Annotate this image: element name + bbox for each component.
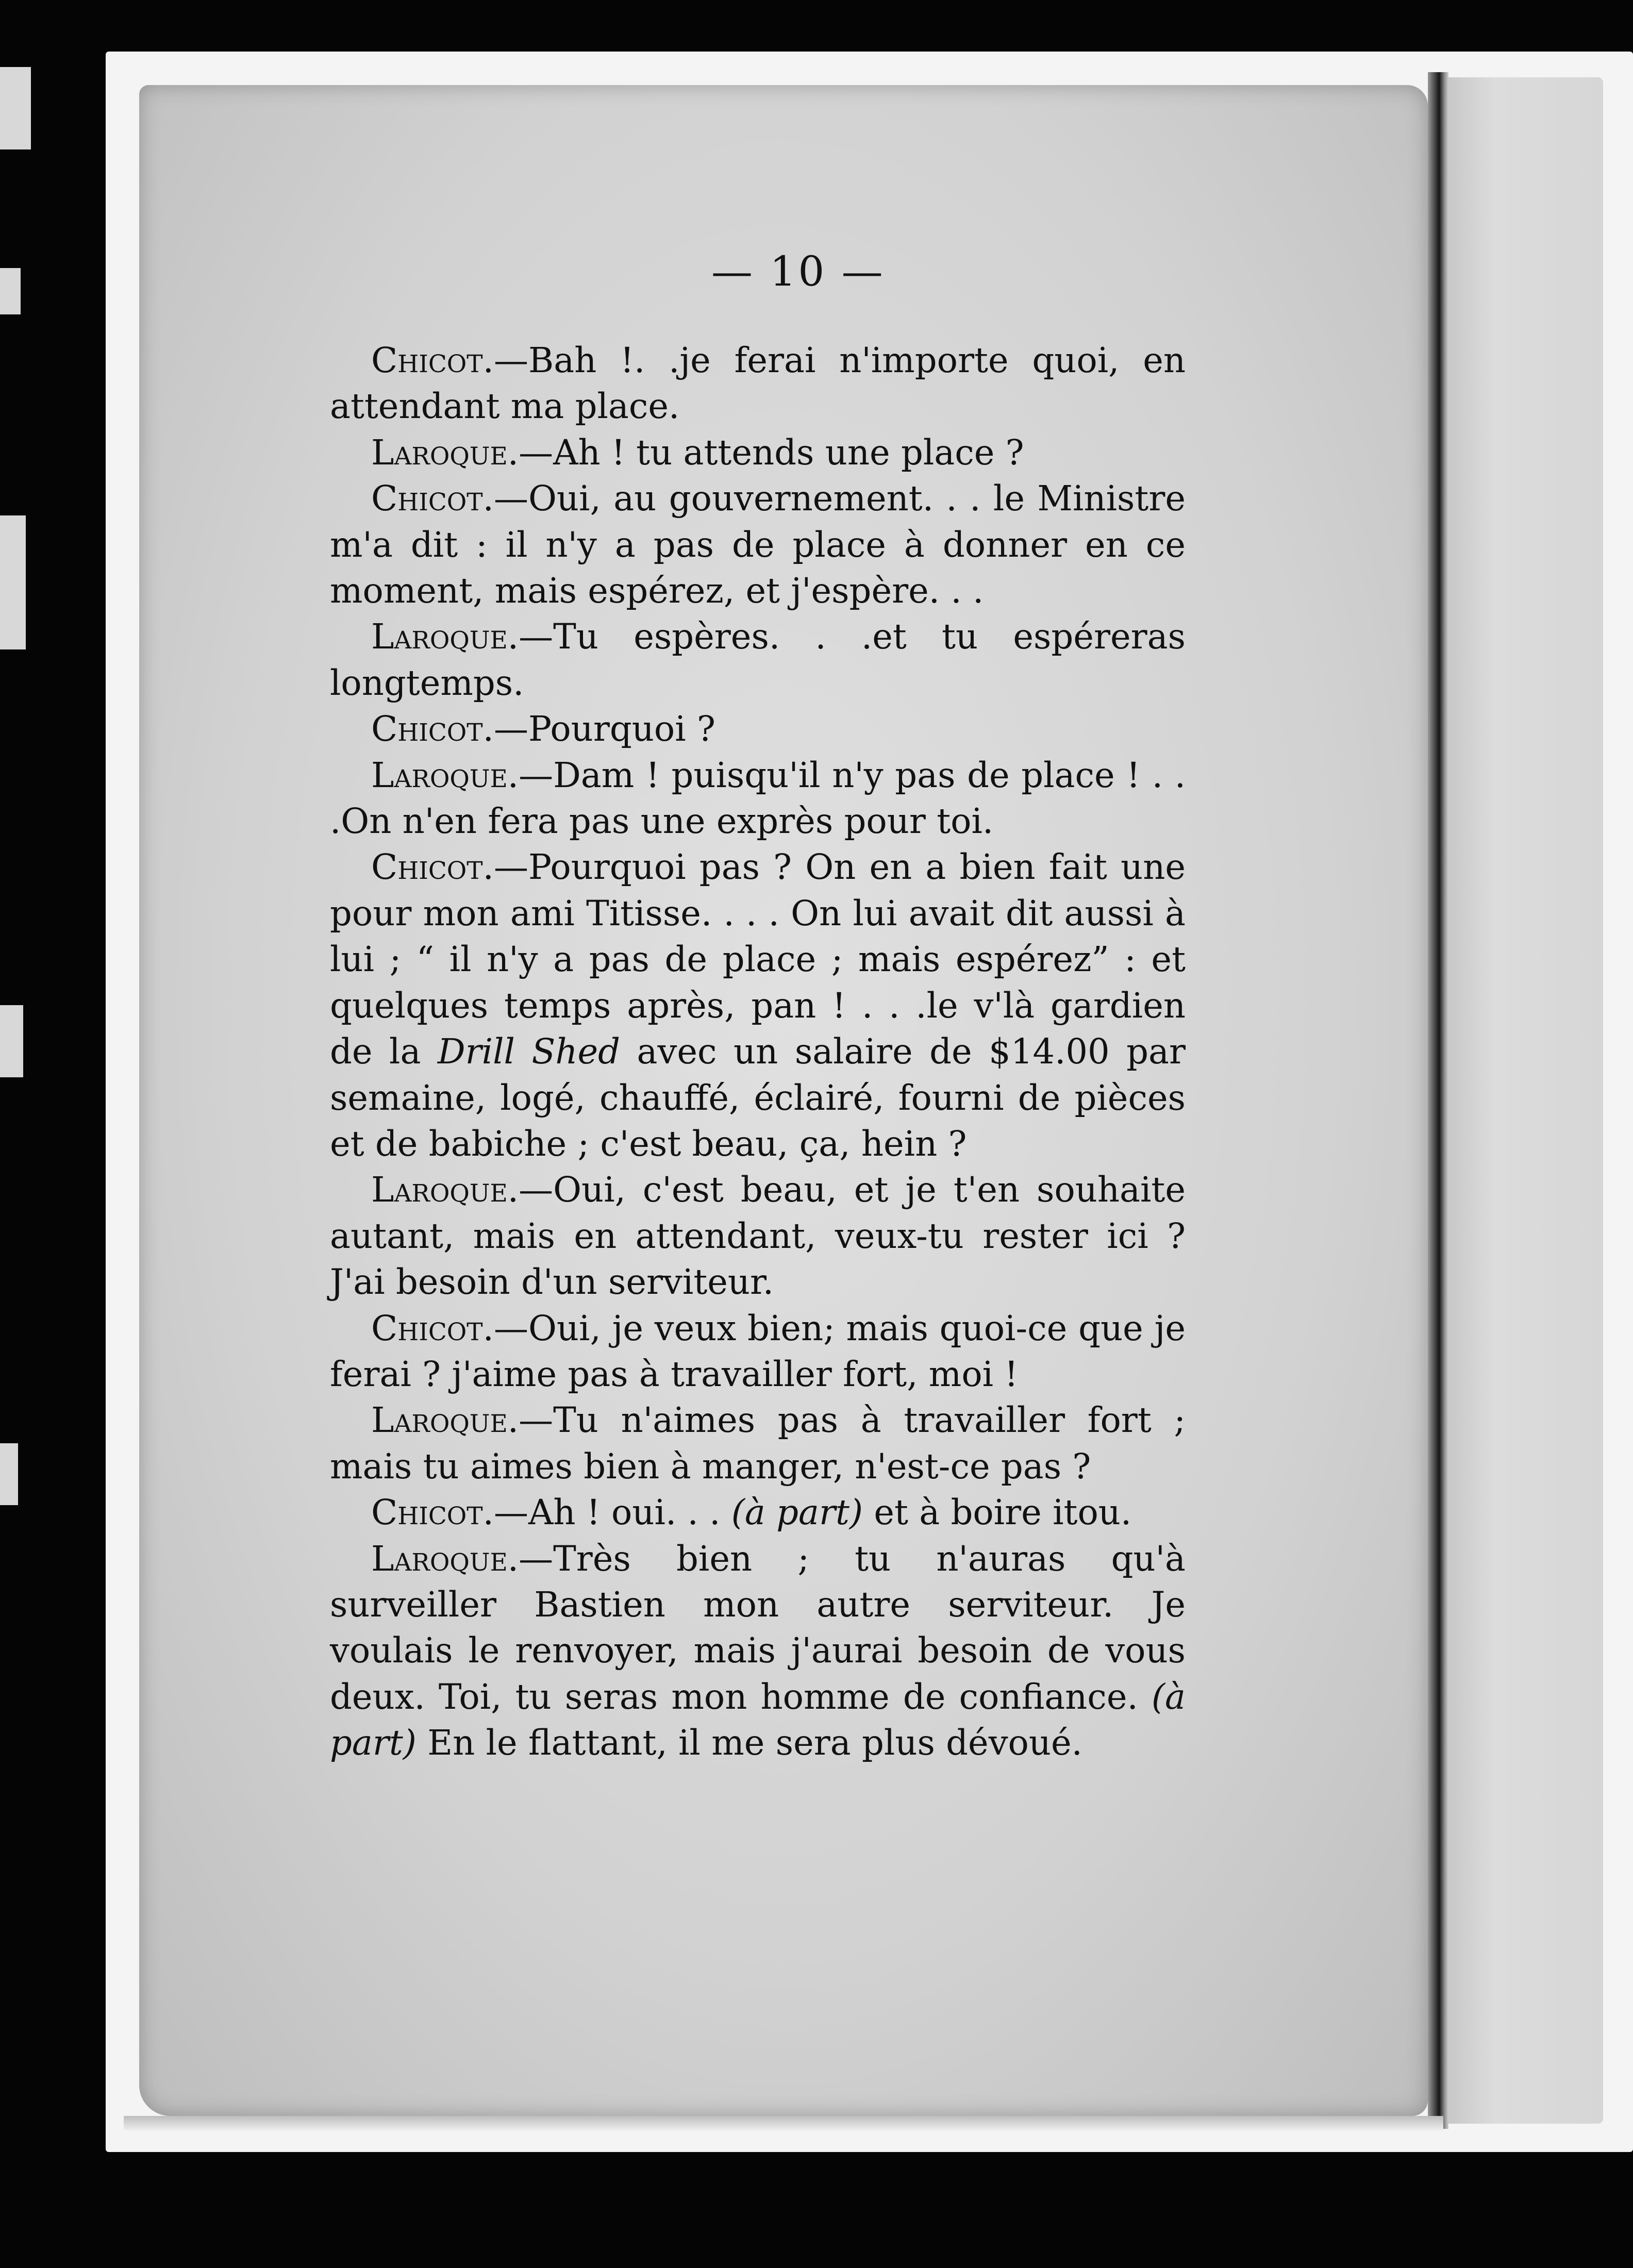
dialogue-line: —Ah ! oui. . . [493, 1492, 731, 1533]
dialogue-text [330, 338, 1186, 1766]
dialogue-line: —Pourquoi ? [493, 709, 715, 749]
book-gutter [1428, 72, 1448, 2129]
dialogue-line: —Ah ! tu attends une place ? [519, 432, 1024, 473]
speaker-name: Chicot. [371, 1308, 494, 1348]
dialogue-paragraph [330, 1306, 1186, 1398]
dialogue-line: En le flattant, il me sera plus dévoué. [416, 1723, 1082, 1763]
stage-direction: (à part) [330, 1676, 1186, 1763]
italic-term: Drill Shed [437, 1031, 621, 1072]
scan-noise-strip [0, 515, 26, 649]
speaker-name: Laroque. [371, 616, 519, 657]
dialogue-paragraph [330, 753, 1186, 845]
dialogue-line: —Oui, je veux bien; mais quoi-ce que je ferai ? j'aime pas à travailler fort, moi ! [330, 1308, 1186, 1394]
speaker-name: Chicot. [371, 709, 494, 749]
stage-direction: (à part) [731, 1492, 863, 1533]
dialogue-line: —Très bien ; tu n'auras qu'à surveiller Bastien mon autre serviteur. Je voulais le renvoyer, mais j'aurai besoin de vous deux. Toi, tu seras mon homme de confiance. [330, 1538, 1186, 1717]
dialogue-paragraph [330, 614, 1186, 706]
dialogue-paragraph [330, 1167, 1186, 1305]
speaker-name: Chicot. [371, 847, 494, 888]
scan-noise-strip [0, 1443, 18, 1505]
dialogue-paragraph [330, 844, 1186, 1167]
dialogue-line: —Oui, c'est beau, et je t'en souhaite autant, mais en attendant, veux-tu rester ici ? J'ai besoin d'un serviteur. [330, 1170, 1186, 1303]
scan-noise-strip [0, 67, 31, 149]
scan-noise-strip [0, 1005, 23, 1077]
speaker-name: Chicot. [371, 1492, 494, 1533]
dialogue-line: —Dam ! puisqu'il n'y pas de place ! . . .On n'en fera pas une exprès pour toi. [330, 755, 1186, 842]
dialogue-paragraph [330, 430, 1186, 476]
speaker-name: Laroque. [371, 1170, 519, 1210]
dialogue-paragraph [330, 1536, 1186, 1766]
speaker-name: Laroque. [371, 755, 519, 795]
dialogue-line: avec un salaire de $14.00 par semaine, logé, chauffé, éclairé, fourni de pièces et de babiche ; c'est beau, ça, hein ? [330, 1031, 1186, 1164]
dialogue-paragraph [330, 338, 1186, 430]
dialogue-paragraph [330, 706, 1186, 752]
scan-noise-strip [0, 268, 21, 314]
speaker-name: Chicot. [371, 478, 494, 519]
dialogue-line: —Oui, au gouvernement. . . le Ministre m'a dit : il n'y a pas de place à donner en ce moment, mais espérez, et j'espère. . . [330, 478, 1186, 611]
facing-page-edge [1448, 77, 1603, 2124]
dialogue-line: —Bah !. .je ferai n'importe quoi, en attendant ma place. [330, 340, 1186, 427]
page-bottom-edge [124, 2116, 1443, 2130]
speaker-name: Chicot. [371, 340, 494, 380]
dialogue-paragraph [330, 476, 1186, 614]
dialogue-paragraph [330, 1397, 1186, 1490]
dialogue-line: et à boire itou. [863, 1492, 1132, 1533]
speaker-name: Laroque. [371, 432, 519, 473]
dialogue-paragraph [330, 1490, 1186, 1536]
speaker-name: Laroque. [371, 1400, 519, 1441]
page-number: — 10 — [711, 247, 885, 295]
dialogue-line: —Pourquoi pas ? On en a bien fait une pour mon ami Titisse. . . . On lui avait dit aussi à lui ; “ il n'y a pas de place ; mais espérez” : et quelques temps après, pan ! . . .le v'là gardien de la [330, 847, 1186, 1072]
dialogue-line: —Tu espères. . .et tu espéreras longtemps. [330, 616, 1186, 703]
speaker-name: Laroque. [371, 1538, 519, 1579]
dialogue-line: —Tu n'aimes pas à travailler fort ; mais tu aimes bien à manger, n'est-ce pas ? [330, 1400, 1186, 1487]
